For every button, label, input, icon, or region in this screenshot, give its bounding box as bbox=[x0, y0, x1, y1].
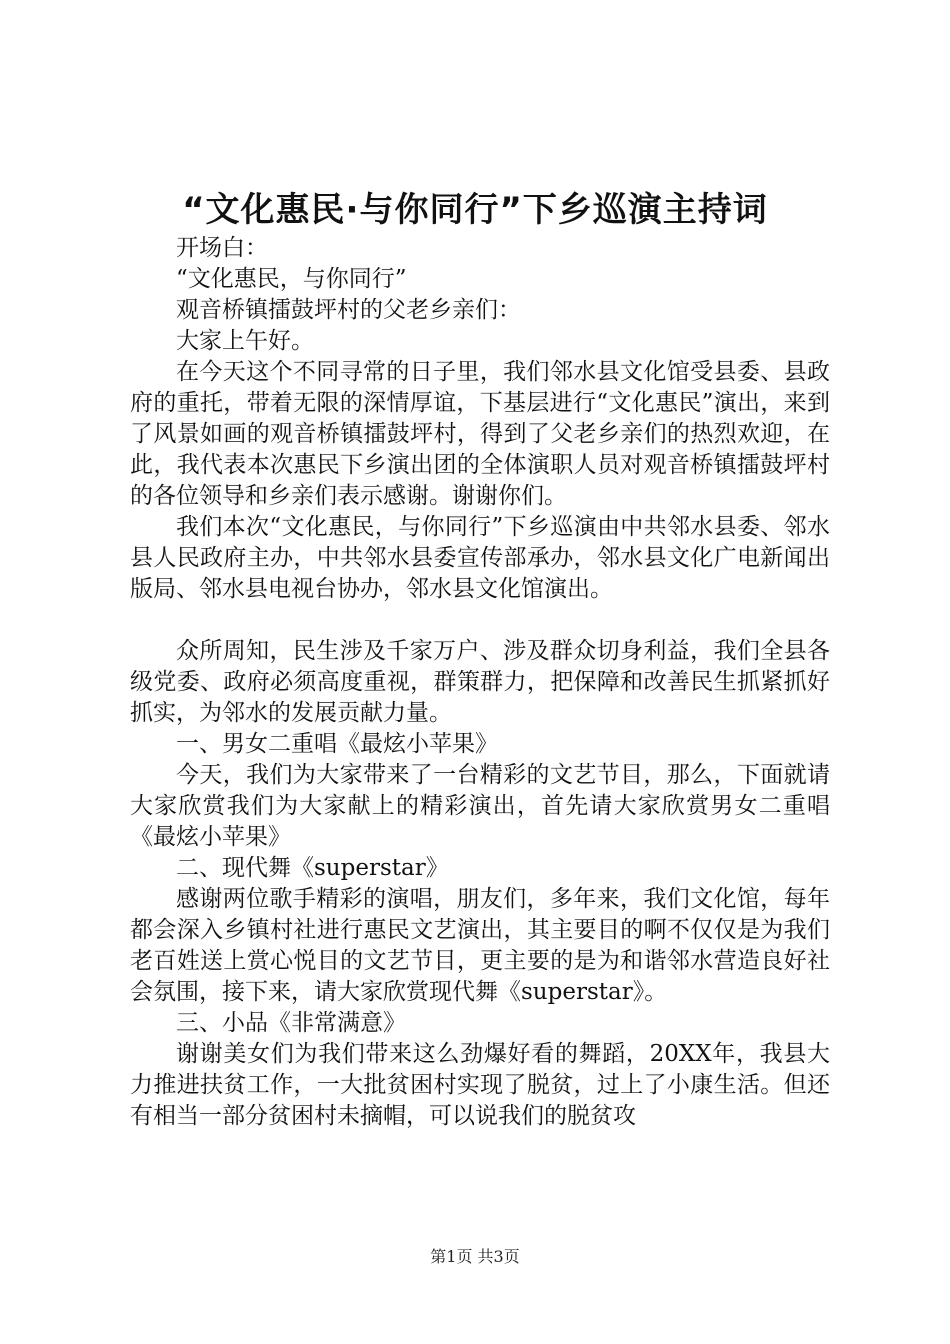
page-footer: 第1页 共3页 bbox=[430, 1247, 520, 1266]
paragraph: 在今天这个不同寻常的日子里，我们邻水县文化馆受县委、县政府的重托，带着无限的深情厚谊，下基层进行“文化惠民”演出，来到了风景如画的观音桥镇擂鼓坪村，得到了父老乡亲们的热烈欢迎，在此，我代表本次惠民下乡演出团的全体演职人员对观音桥镇擂鼓坪村的各位领导和乡亲们表示感谢。谢谢你们。 bbox=[130, 359, 830, 509]
paragraph: 大家上午好。 bbox=[176, 328, 314, 354]
paragraph: 谢谢美女们为我们带来这么劲爆好看的舞蹈，20XX年，我县大力推进扶贫工作，一大批贫困村实现了脱贫，过上了小康生活。但还有相当一部分贫困村未摘帽，可以说我们的脱贫攻 bbox=[130, 1041, 830, 1129]
blank-line bbox=[130, 605, 830, 636]
paragraph: “文化惠民，与你同行” bbox=[176, 266, 407, 292]
paragraph: 众所周知，民生涉及千家万户、涉及群众切身利益，我们全县各级党委、政府必须高度重视，群策群力，把保障和改善民生抓紧抓好抓实，为邻水的发展贡献力量。 bbox=[130, 638, 830, 726]
section-heading: 一、男女二重唱《最炫小苹果》 bbox=[176, 731, 498, 757]
document-body bbox=[130, 233, 830, 1132]
paragraph: 感谢两位歌手精彩的演唱，朋友们，多年来，我们文化馆，每年都会深入乡镇村社进行惠民文艺演出，其主要目的啊不仅仅是为我们老百姓送上赏心悦目的文艺节目，更主要的是为和谐邻水营造良好社会氛围，接下来，请大家欣赏现代舞《superstar》。 bbox=[130, 886, 830, 1005]
section-heading: 二、现代舞《superstar》 bbox=[176, 855, 449, 881]
paragraph: 我们本次“文化惠民，与你同行”下乡巡演由中共邻水县委、邻水县人民政府主办，中共邻水县委宣传部承办，邻水县文化广电新闻出版局、邻水县电视台协办，邻水县文化馆演出。 bbox=[130, 514, 830, 602]
paragraph: 开场白： bbox=[176, 235, 268, 261]
section-heading: 三、小品《非常满意》 bbox=[176, 1010, 406, 1036]
paragraph: 观音桥镇擂鼓坪村的父老乡亲们： bbox=[176, 297, 521, 323]
document-title: “文化惠民·与你同行”下乡巡演主持词 bbox=[182, 190, 768, 230]
paragraph: 今天，我们为大家带来了一台精彩的文艺节目，那么，下面就请大家欣赏我们为大家献上的精彩演出，首先请大家欣赏男女二重唱《最炫小苹果》 bbox=[130, 762, 830, 850]
